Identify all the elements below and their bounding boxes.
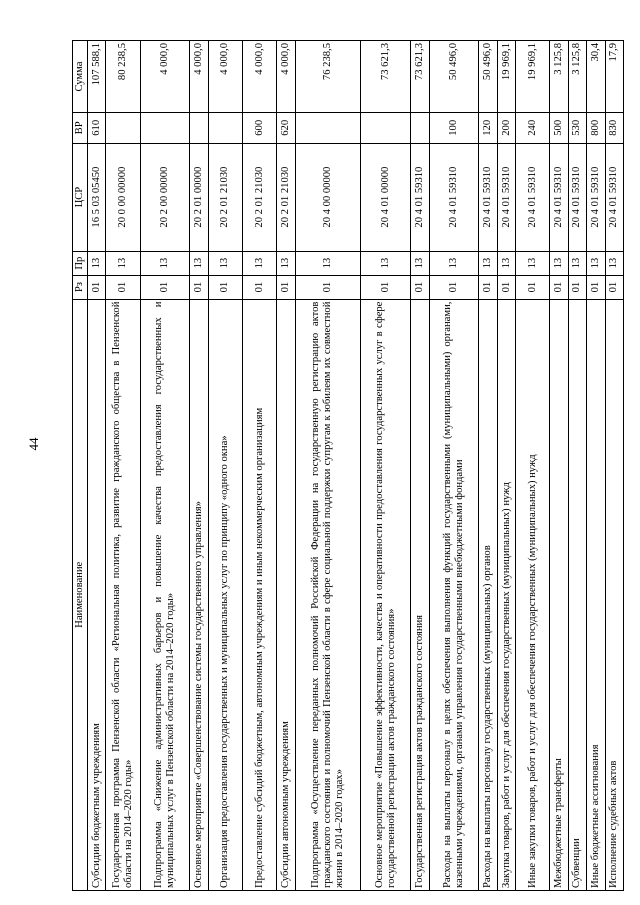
row-vr bbox=[106, 113, 140, 144]
table-row bbox=[429, 41, 479, 891]
row-name: Подпрограмма «Осуществление переданных полномочий Российской Федерации на государственную регистрацию актов гражданского состояния и полномочий Пензенской области в сфере социальной поддержки супругам к юбилеям их совместной жизни в 2014–2020 годах» bbox=[295, 299, 361, 890]
row-name: Предоставление субсидий бюджетным, автономным учреждениям и иным некоммерческим организациям bbox=[243, 299, 277, 890]
table-row bbox=[587, 41, 605, 891]
header-pr: Пр bbox=[73, 251, 88, 275]
row-sum: 19 969,1 bbox=[497, 41, 515, 113]
row-vr: 600 bbox=[243, 113, 277, 144]
table-row bbox=[140, 41, 190, 891]
row-rz: 01 bbox=[429, 275, 479, 299]
row-csr: 20 4 01 59310 bbox=[429, 143, 479, 251]
row-sum: 50 496,0 bbox=[429, 41, 479, 113]
row-rz: 01 bbox=[243, 275, 277, 299]
row-name: Межбюджетные трансферты bbox=[550, 299, 568, 890]
row-sum: 107 588,1 bbox=[88, 41, 106, 113]
row-name: Иные бюджетные ассигнования bbox=[587, 299, 605, 890]
row-csr: 20 4 01 59310 bbox=[497, 143, 515, 251]
row-vr bbox=[411, 113, 429, 144]
row-sum: 4 000,0 bbox=[208, 41, 242, 113]
budget-table bbox=[72, 40, 624, 891]
row-csr: 20 4 01 59310 bbox=[605, 143, 623, 251]
row-pr: 13 bbox=[550, 251, 568, 275]
row-pr: 13 bbox=[277, 251, 295, 275]
row-sum: 30,4 bbox=[587, 41, 605, 113]
row-pr: 13 bbox=[429, 251, 479, 275]
row-sum: 73 621,3 bbox=[361, 41, 411, 113]
table-row bbox=[106, 41, 140, 891]
row-name: Основное мероприятие «Совершенствование системы государственного управления» bbox=[190, 299, 208, 890]
row-vr: 530 bbox=[568, 113, 586, 144]
table-container bbox=[72, 40, 624, 891]
row-sum: 76 238,5 bbox=[295, 41, 361, 113]
row-rz: 01 bbox=[605, 275, 623, 299]
row-vr bbox=[190, 113, 208, 144]
row-name: Основное мероприятие «Повышение эффективности, качества и оперативности предоставления государственных услуг в сфере государственной регистрации актов гражданского состояния» bbox=[361, 299, 411, 890]
row-vr: 100 bbox=[429, 113, 479, 144]
row-name: Субсидии автономным учреждениям bbox=[277, 299, 295, 890]
row-csr: 20 4 01 00000 bbox=[361, 143, 411, 251]
row-sum: 17,9 bbox=[605, 41, 623, 113]
row-csr: 20 4 01 59310 bbox=[568, 143, 586, 251]
table-header-row bbox=[73, 41, 88, 891]
table-row bbox=[568, 41, 586, 891]
row-sum: 4 000,0 bbox=[140, 41, 190, 113]
row-sum: 3 125,8 bbox=[568, 41, 586, 113]
row-rz: 01 bbox=[411, 275, 429, 299]
row-name: Исполнение судебных актов bbox=[605, 299, 623, 890]
row-sum: 73 621,3 bbox=[411, 41, 429, 113]
row-pr: 13 bbox=[361, 251, 411, 275]
row-name: Подпрограмма «Снижение административных барьеров и повышение качества предоставления государственных и муниципальных услуг в Пензенской области на 2014–2020 годы» bbox=[140, 299, 190, 890]
row-rz: 01 bbox=[516, 275, 550, 299]
row-pr: 13 bbox=[208, 251, 242, 275]
header-sum: Сумма bbox=[73, 41, 88, 113]
row-pr: 13 bbox=[605, 251, 623, 275]
row-rz: 01 bbox=[568, 275, 586, 299]
row-rz: 01 bbox=[140, 275, 190, 299]
row-csr: 16 5 03 05450 bbox=[88, 143, 106, 251]
table-row bbox=[277, 41, 295, 891]
row-vr: 830 bbox=[605, 113, 623, 144]
row-name: Закупка товаров, работ и услуг для обеспечения государственных (муниципальных) нужд bbox=[497, 299, 515, 890]
header-csr: ЦСР bbox=[73, 143, 88, 251]
row-name: Иные закупки товаров, работ и услуг для обеспечения государственных (муниципальных) нужд bbox=[516, 299, 550, 890]
row-vr bbox=[361, 113, 411, 144]
row-sum: 4 000,0 bbox=[190, 41, 208, 113]
row-rz: 01 bbox=[190, 275, 208, 299]
row-vr bbox=[295, 113, 361, 144]
row-vr: 240 bbox=[516, 113, 550, 144]
row-pr: 13 bbox=[411, 251, 429, 275]
header-name: Наименование bbox=[73, 299, 88, 890]
row-sum: 3 125,8 bbox=[550, 41, 568, 113]
table-row bbox=[361, 41, 411, 891]
row-csr: 20 4 01 59310 bbox=[479, 143, 497, 251]
row-vr: 620 bbox=[277, 113, 295, 144]
row-vr: 800 bbox=[587, 113, 605, 144]
row-sum: 80 238,5 bbox=[106, 41, 140, 113]
row-rz: 01 bbox=[361, 275, 411, 299]
row-name: Организация предоставления государственных и муниципальных услуг по принципу «одного окна» bbox=[208, 299, 242, 890]
row-csr: 20 4 01 59310 bbox=[411, 143, 429, 251]
row-vr bbox=[208, 113, 242, 144]
row-sum: 19 969,1 bbox=[516, 41, 550, 113]
table-row bbox=[516, 41, 550, 891]
table-row bbox=[208, 41, 242, 891]
row-rz: 01 bbox=[277, 275, 295, 299]
table-row bbox=[605, 41, 623, 891]
row-rz: 01 bbox=[295, 275, 361, 299]
row-vr bbox=[140, 113, 190, 144]
row-vr: 200 bbox=[497, 113, 515, 144]
row-rz: 01 bbox=[550, 275, 568, 299]
row-rz: 01 bbox=[106, 275, 140, 299]
row-pr: 13 bbox=[140, 251, 190, 275]
row-rz: 01 bbox=[497, 275, 515, 299]
row-name: Субвенции bbox=[568, 299, 586, 890]
row-sum: 4 000,0 bbox=[277, 41, 295, 113]
table-row bbox=[295, 41, 361, 891]
table-row bbox=[411, 41, 429, 891]
header-rz: Рз bbox=[73, 275, 88, 299]
table-row bbox=[190, 41, 208, 891]
row-csr: 20 2 00 00000 bbox=[140, 143, 190, 251]
page-number: 44 bbox=[26, 437, 41, 451]
row-rz: 01 bbox=[88, 275, 106, 299]
row-csr: 20 4 00 00000 bbox=[295, 143, 361, 251]
row-pr: 13 bbox=[479, 251, 497, 275]
row-vr: 500 bbox=[550, 113, 568, 144]
row-pr: 13 bbox=[88, 251, 106, 275]
row-name: Субсидии бюджетным учреждениям bbox=[88, 299, 106, 890]
row-csr: 20 2 01 00000 bbox=[190, 143, 208, 251]
table-row bbox=[243, 41, 277, 891]
row-pr: 13 bbox=[587, 251, 605, 275]
row-pr: 13 bbox=[497, 251, 515, 275]
row-name: Расходы на выплаты персоналу государственных (муниципальных) органов bbox=[479, 299, 497, 890]
row-pr: 13 bbox=[243, 251, 277, 275]
row-csr: 20 4 01 59310 bbox=[516, 143, 550, 251]
row-sum: 4 000,0 bbox=[243, 41, 277, 113]
row-pr: 13 bbox=[106, 251, 140, 275]
row-csr: 20 2 01 21030 bbox=[277, 143, 295, 251]
row-csr: 20 2 01 21030 bbox=[208, 143, 242, 251]
row-name: Государственная регистрация актов гражданского состояния bbox=[411, 299, 429, 890]
row-csr: 20 4 01 59310 bbox=[587, 143, 605, 251]
row-rz: 01 bbox=[587, 275, 605, 299]
table-row bbox=[550, 41, 568, 891]
row-csr: 20 4 01 59310 bbox=[550, 143, 568, 251]
row-pr: 13 bbox=[568, 251, 586, 275]
table-row bbox=[88, 41, 106, 891]
row-name: Расходы на выплаты персоналу в целях обеспечения выполнения функций государственными (муниципальными) органами, казенными учреждениями, органами управления государственными внебюджетными фондами bbox=[429, 299, 479, 890]
row-csr: 20 2 01 21030 bbox=[243, 143, 277, 251]
row-name: Государственная программа Пензенской области «Региональная политика, развитие гражданского общества в Пензенской области на 2014–2020 годы» bbox=[106, 299, 140, 890]
row-pr: 13 bbox=[516, 251, 550, 275]
row-sum: 50 496,0 bbox=[479, 41, 497, 113]
row-vr: 610 bbox=[88, 113, 106, 144]
row-pr: 13 bbox=[295, 251, 361, 275]
row-rz: 01 bbox=[479, 275, 497, 299]
table-row bbox=[479, 41, 497, 891]
row-pr: 13 bbox=[190, 251, 208, 275]
header-vr: ВР bbox=[73, 113, 88, 144]
row-csr: 20 0 00 00000 bbox=[106, 143, 140, 251]
row-rz: 01 bbox=[208, 275, 242, 299]
row-vr: 120 bbox=[479, 113, 497, 144]
table-row bbox=[497, 41, 515, 891]
